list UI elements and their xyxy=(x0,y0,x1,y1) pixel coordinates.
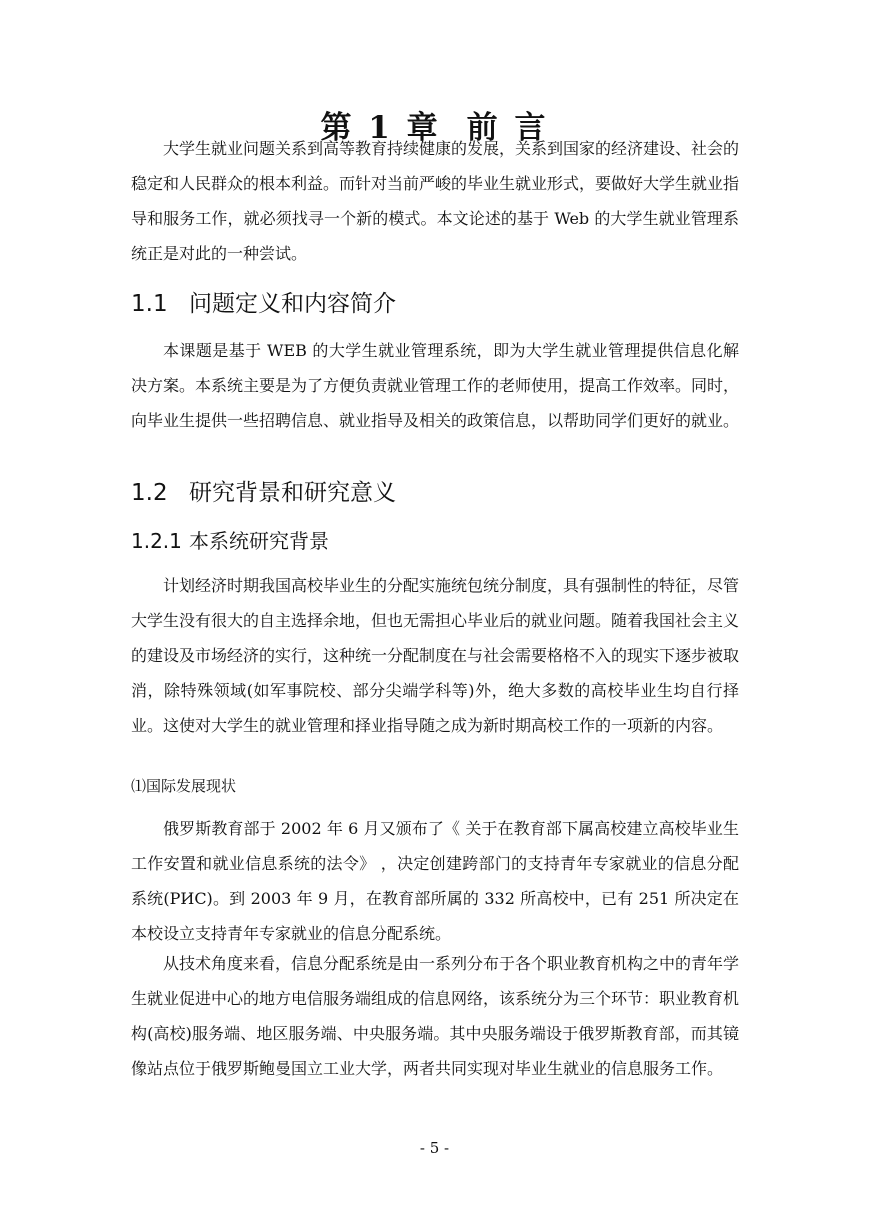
intro-paragraph: 大学生就业问题关系到高等教育持续健康的发展，关系到国家的经济建设、社会的稳定和人民群众的根本利益。而针对当前严峻的毕业生就业形式，要做好大学生就业指导和服务工作，就必须找寻一个新的模式。本文论述的基于 Web 的大学生就业管理系统正是对此的一种尝试。 xyxy=(131,139,740,263)
section-number: 1.2 xyxy=(131,480,168,506)
section-title: 问题定义和内容简介 xyxy=(189,291,396,317)
item-label: ⑴国际发展现状 xyxy=(131,777,237,795)
chapter-heading: 前 言 xyxy=(466,110,549,146)
subsection-number: 1.2.1 xyxy=(131,529,182,553)
section-heading-1-1 xyxy=(131,288,396,320)
section-1-2-1-paragraph: 计划经济时期我国高校毕业生的分配实施统包统分制度，具有强制性的特征，尽管大学生没有很大的自主选择余地，但也无需担心毕业后的就业问题。随着我国社会主义的建设及市场经济的实行，这种统一分配制度在与社会需要格格不入的现实下逐步被取消，除特殊领域(如军事院校、部分尖端学科等)外，绝大多数的高校毕业生均自行择业。这使对大学生的就业管理和择业指导随之成为新时期高校工作的一项新的内容。 xyxy=(131,576,740,735)
chapter-number: 第 1 章 xyxy=(320,110,441,146)
section-title: 研究背景和研究意义 xyxy=(189,480,396,506)
subsection-heading-1-2-1 xyxy=(131,526,329,556)
section-heading-1-2 xyxy=(131,477,396,509)
page-number: - 5 - xyxy=(419,1139,450,1157)
item-1-paragraph-1: 俄罗斯教育部于 2002 年 6 月又颁布了《 关于在教育部下属高校建立高校毕业生工作安置和就业信息系统的法令》 ，决定创建跨部门的支持青年专家就业的信息分配系统(РИС)。到 2003 年 9 月，在教育部所属的 332 所高校中，已有 251 所决定在本校设立支持青年专家就业的信息分配系统。 xyxy=(131,819,739,943)
item-1-paragraph-2: 从技术角度来看，信息分配系统是由一系列分布于各个职业教育机构之中的青年学生就业促进中心的地方电信服务端组成的信息网络，该系统分为三个环节：职业教育机构(高校)服务端、地区服务端、中央服务端。其中央服务端设于俄罗斯教育部，而其镜像站点位于俄罗斯鲍曼国立工业大学，两者共同实现对毕业生就业的信息服务工作。 xyxy=(131,954,740,1078)
section-1-1-paragraph: 本课题是基于 WEB 的大学生就业管理系统，即为大学生就业管理提供信息化解决方案。本系统主要是为了方便负责就业管理工作的老师使用，提高工作效率。同时，向毕业生提供一些招聘信息、就业指导及相关的政策信息，以帮助同学们更好的就业。 xyxy=(131,341,740,430)
subsection-title: 本系统研究背景 xyxy=(189,529,329,553)
section-number: 1.1 xyxy=(131,291,168,317)
